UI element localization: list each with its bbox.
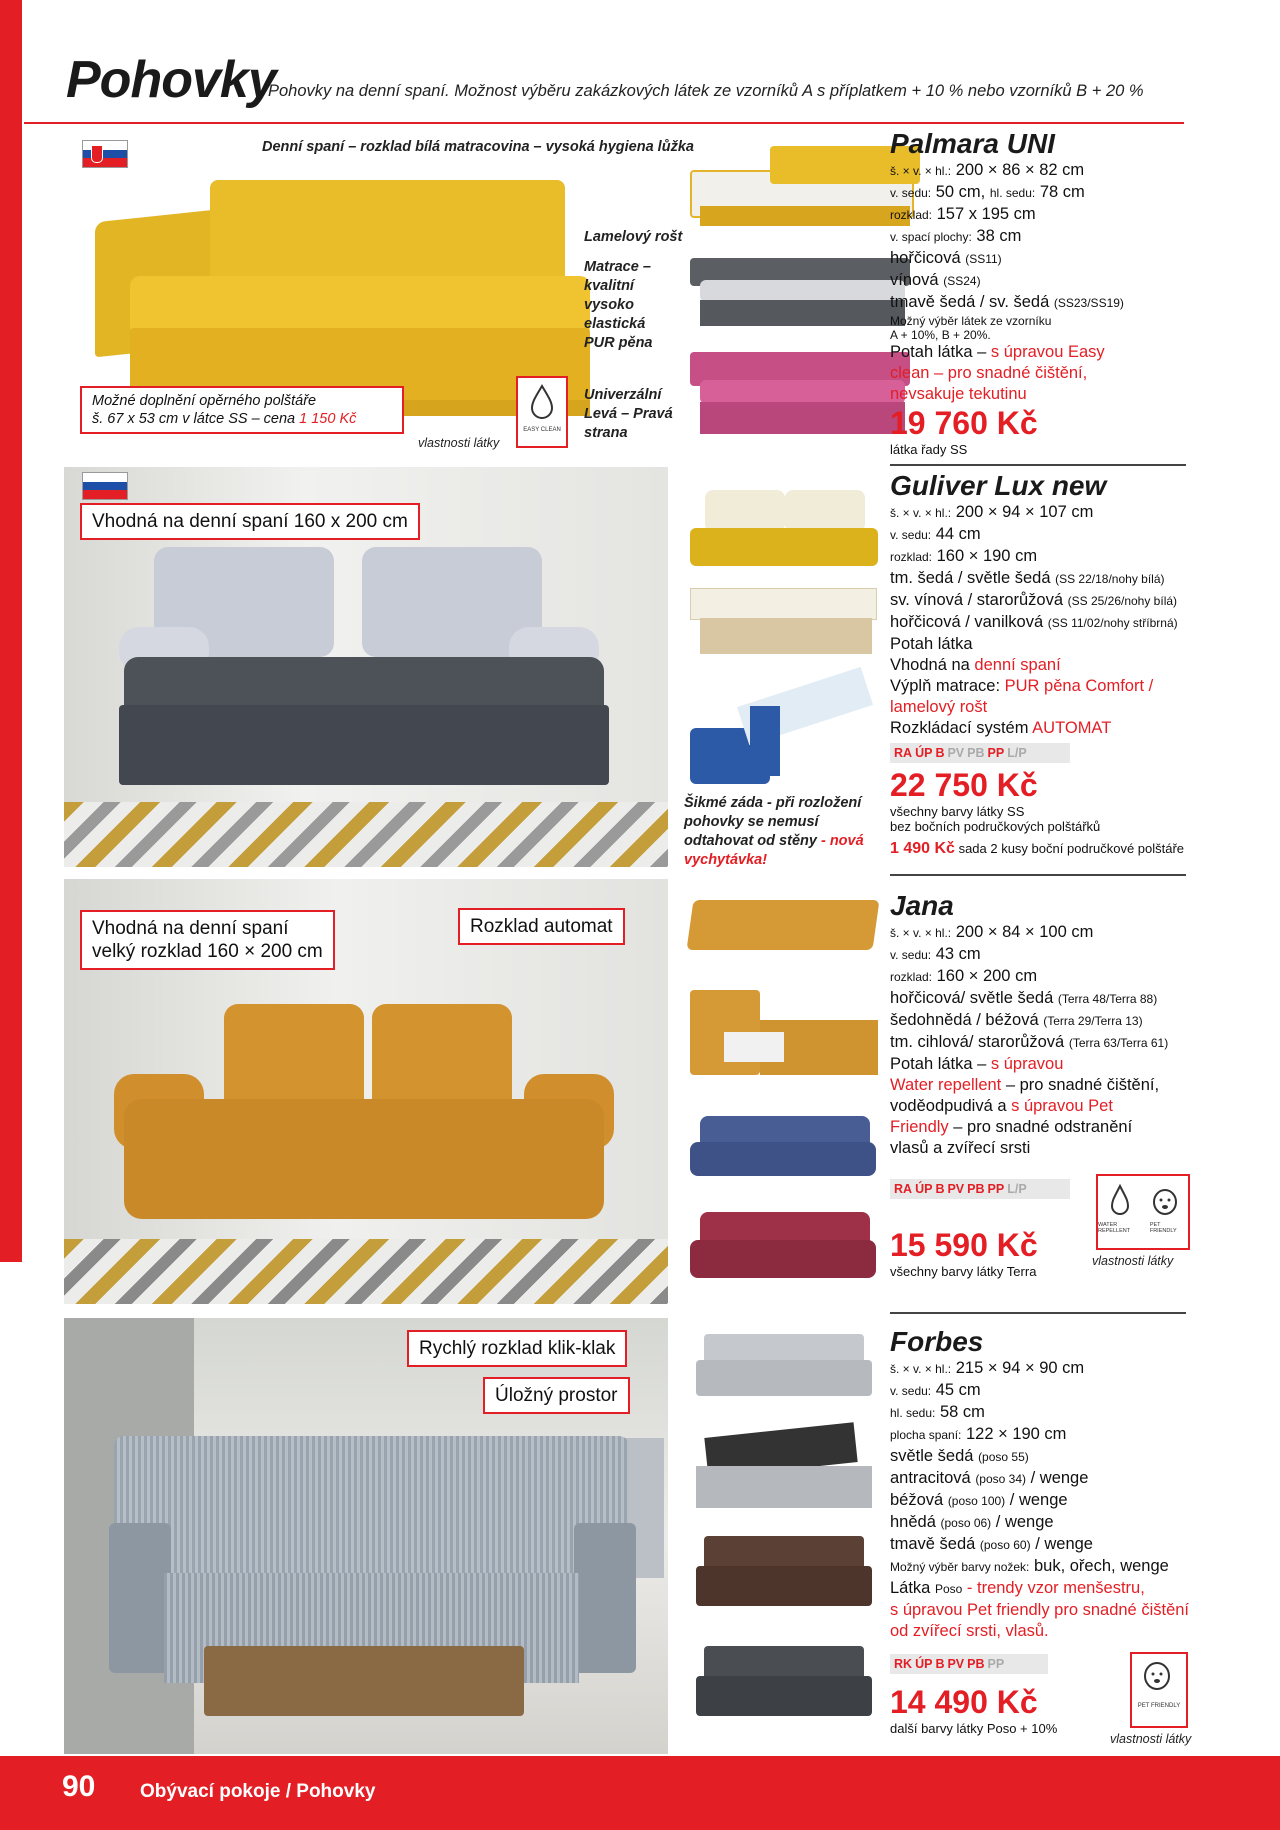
header-divider	[24, 122, 1184, 124]
palmara-name: Palmara UNI	[890, 128, 1055, 159]
fabric-badge: RA	[894, 1182, 913, 1196]
forbes-props-label: vlastnosti látky	[1110, 1732, 1192, 1746]
guliver-price: 22 750 Kč	[890, 767, 1038, 803]
guliver-thumb-blue	[690, 676, 880, 786]
page-number: 90	[62, 1770, 96, 1803]
forbes-price: 14 490 Kč	[890, 1684, 1038, 1720]
forbes-thumbs	[682, 1326, 882, 1746]
fabric-badge: ÚP	[915, 1657, 933, 1671]
palmara-label-matrace: Matrace – kvalitní vysoko elastická PUR pěna	[584, 259, 653, 351]
palmara-props-label: vlastnosti látky	[418, 436, 500, 450]
guliver-thumbs	[682, 476, 882, 866]
jana-thumb-blue	[690, 1116, 880, 1180]
fabric-badge: B	[935, 746, 945, 760]
jana-thumb-bed	[690, 900, 880, 966]
footer-section: Obývací pokoje / Pohovky	[140, 1781, 376, 1802]
jana-props-label: vlastnosti látky	[1092, 1254, 1174, 1268]
fabric-badge: PP	[987, 1182, 1005, 1196]
palmara-label-univ: Univerzální Levá – Pravá strana	[584, 387, 673, 441]
jana-callout-1: Vhodná na denní spaní velký rozklad 160 × 200 cm	[80, 910, 335, 970]
jana-thumb-storage	[690, 990, 880, 1080]
jana-spec: Jana š. × v. × hl.: 200 × 84 × 100 cm v. sedu: 43 cm rozklad: 160 × 200 cm hořčicová/ světle šedá (Terra 48/Terra 88) šedohnědá / béžová (Terra 29/Terra 13) tm. cihlová/ starorůžová (Terra 63/Terra 61) Potah látka – s úpravou Water repellent – pro snadné čištění, voděodpudivá a s úpravou Pet Friendly – pro snadné odstranění vlasů a zvířecí srsti RA ÚP B PV PB PP L/P 15 590 Kč všechny barvy látky Terra	[890, 890, 1270, 1279]
fabric-badge: PV	[947, 746, 965, 760]
fabric-badge: PB	[967, 746, 985, 760]
fabric-badge: RA	[894, 746, 913, 760]
forbes-thumb-dark	[696, 1646, 872, 1722]
jana-name: Jana	[890, 890, 954, 921]
left-accent-bar	[0, 0, 22, 1262]
jana-thumb-red	[690, 1212, 880, 1282]
page-subtitle: Pohovky na denní spaní. Možnost výběru zakázkových látek ze vzorníků A s příplatkem + 10 % nebo vzorníků B + 20 %	[268, 82, 1144, 100]
guliver-spec: Guliver Lux new š. × v. × hl.: 200 × 94 × 107 cm v. sedu: 44 cm rozklad: 160 × 190 cm tm. šedá / světle šedá (SS 22/18/nohy bílá) sv. vínová / starorůžová (SS 25/26/nohy bílá) hořčicová / vanilková (SS 11/02/nohy stříbrná) Potah látka Vhodná na denní spaní Výplň matrace: PUR pěna Comfort / lamelový rošt Rozkládací systém AUTOMAT RA ÚP B PV PB PP L/P 22 750 Kč všechny barvy látky SS bez bočních područkových polštářků 1 490 Kč sada 2 kusy boční područkové polštáře	[890, 470, 1270, 858]
forbes-name: Forbes	[890, 1326, 984, 1357]
fabric-badge: PP	[987, 746, 1005, 760]
fabric-badge: ÚP	[915, 1182, 933, 1196]
fabric-badge: PV	[947, 1657, 965, 1671]
forbes-thumb-storage	[696, 1426, 872, 1512]
easy-clean-icon: EASY CLEAN	[516, 376, 568, 448]
divider-3	[890, 1312, 1186, 1314]
fabric-badge: B	[935, 1657, 945, 1671]
guliver-callout: Vhodná na denní spaní 160 x 200 cm	[80, 503, 420, 540]
divider-1	[890, 464, 1186, 466]
jana-fabric-icons: WATER REPELLENT PET FRIENDLY	[1096, 1174, 1190, 1250]
fabric-badge: L/P	[1007, 1182, 1027, 1196]
guliver-thumb-yellow	[690, 484, 880, 566]
jana-badges	[890, 1179, 1070, 1199]
palmara-spec: Palmara UNI š. × v. × hl.: 200 × 86 × 82 cm v. sedu: 50 cm, hl. sedu: 78 cm rozklad: 157 x 195 cm v. spací plochy: 38 cm hořčicová (SS11) vínová (SS24) tmavě šedá / sv. šedá (SS23/SS19) Možný výběr látek ze vzorníku A + 10%, B + 20%. Potah látka – s úpravou Easy clean – pro snadné čištění, nevsakuje tekutinu 19 760 Kč látka řady SS	[890, 128, 1260, 457]
forbes-pet-friendly-icon: PET FRIENDLY	[1130, 1652, 1188, 1728]
palmara-thumb-pink	[690, 352, 920, 440]
palmara-section	[60, 128, 1260, 458]
fabric-badge: RK	[894, 1657, 913, 1671]
water-repellent-icon	[1104, 1182, 1136, 1222]
palmara-thumb-yellow	[690, 146, 920, 228]
fabric-badge: B	[935, 1182, 945, 1196]
forbes-callout-2: Úložný prostor	[483, 1377, 630, 1414]
pet-friendly-icon	[1148, 1182, 1182, 1222]
guliver-name: Guliver Lux new	[890, 470, 1107, 501]
fabric-badge: PV	[947, 1182, 965, 1196]
palmara-pillow-callout: Možné doplnění opěrného polštáře š. 67 x 53 cm v látce SS – cena 1 150 Kč	[80, 386, 404, 434]
page-title: Pohovky	[66, 51, 276, 109]
forbes-thumb-brown	[696, 1536, 872, 1612]
fabric-badge: PP	[987, 1657, 1005, 1671]
jana-price: 15 590 Kč	[890, 1227, 1038, 1263]
forbes-badges	[890, 1654, 1048, 1674]
guliver-badges	[890, 743, 1070, 763]
fabric-badge: PB	[967, 1182, 985, 1196]
palmara-label-rost: Lamelový rošt	[584, 229, 683, 245]
palmara-top-label: Denní spaní – rozklad bílá matracovina – vysoká hygiena lůžka	[262, 139, 694, 155]
palmara-thumb-grey	[690, 258, 920, 330]
guliver-thumb-open	[690, 588, 880, 660]
divider-2	[890, 874, 1186, 876]
fabric-badge: ÚP	[915, 746, 933, 760]
fabric-badge: PB	[967, 1657, 985, 1671]
fabric-badge: L/P	[1007, 746, 1027, 760]
palmara-price: 19 760 Kč	[890, 405, 1038, 441]
forbes-spec: Forbes š. × v. × hl.: 215 × 94 × 90 cm v. sedu: 45 cm hl. sedu: 58 cm plocha spaní: 122 × 190 cm světle šedá (poso 55) antracitová (poso 34) / wenge béžová (poso 100) / wenge hnědá (poso 06) / wenge tmavě šedá (poso 60) / wenge Možný výběr barvy nožek: buk, ořech, wenge Látka Poso - trendy vzor menšestru, s úpravou Pet friendly pro snadné čištění od zvířecí srsti, vlasů. RK ÚP B PV PB PP 14 490 Kč další barvy látky Poso + 10%	[890, 1326, 1270, 1736]
jana-thumbs	[682, 890, 882, 1300]
slovakia-flag-icon	[82, 472, 128, 500]
forbes-thumb-grey	[696, 1334, 872, 1404]
guliver-note: Šikmé záda - při rozložení pohovky se nemusí odtahovat od stěny - nová vychytávka!	[684, 795, 864, 868]
forbes-callout-1: Rychlý rozklad klik-klak	[407, 1330, 627, 1367]
jana-callout-2: Rozklad automat	[458, 908, 625, 945]
slovakia-flag-icon	[82, 140, 128, 168]
